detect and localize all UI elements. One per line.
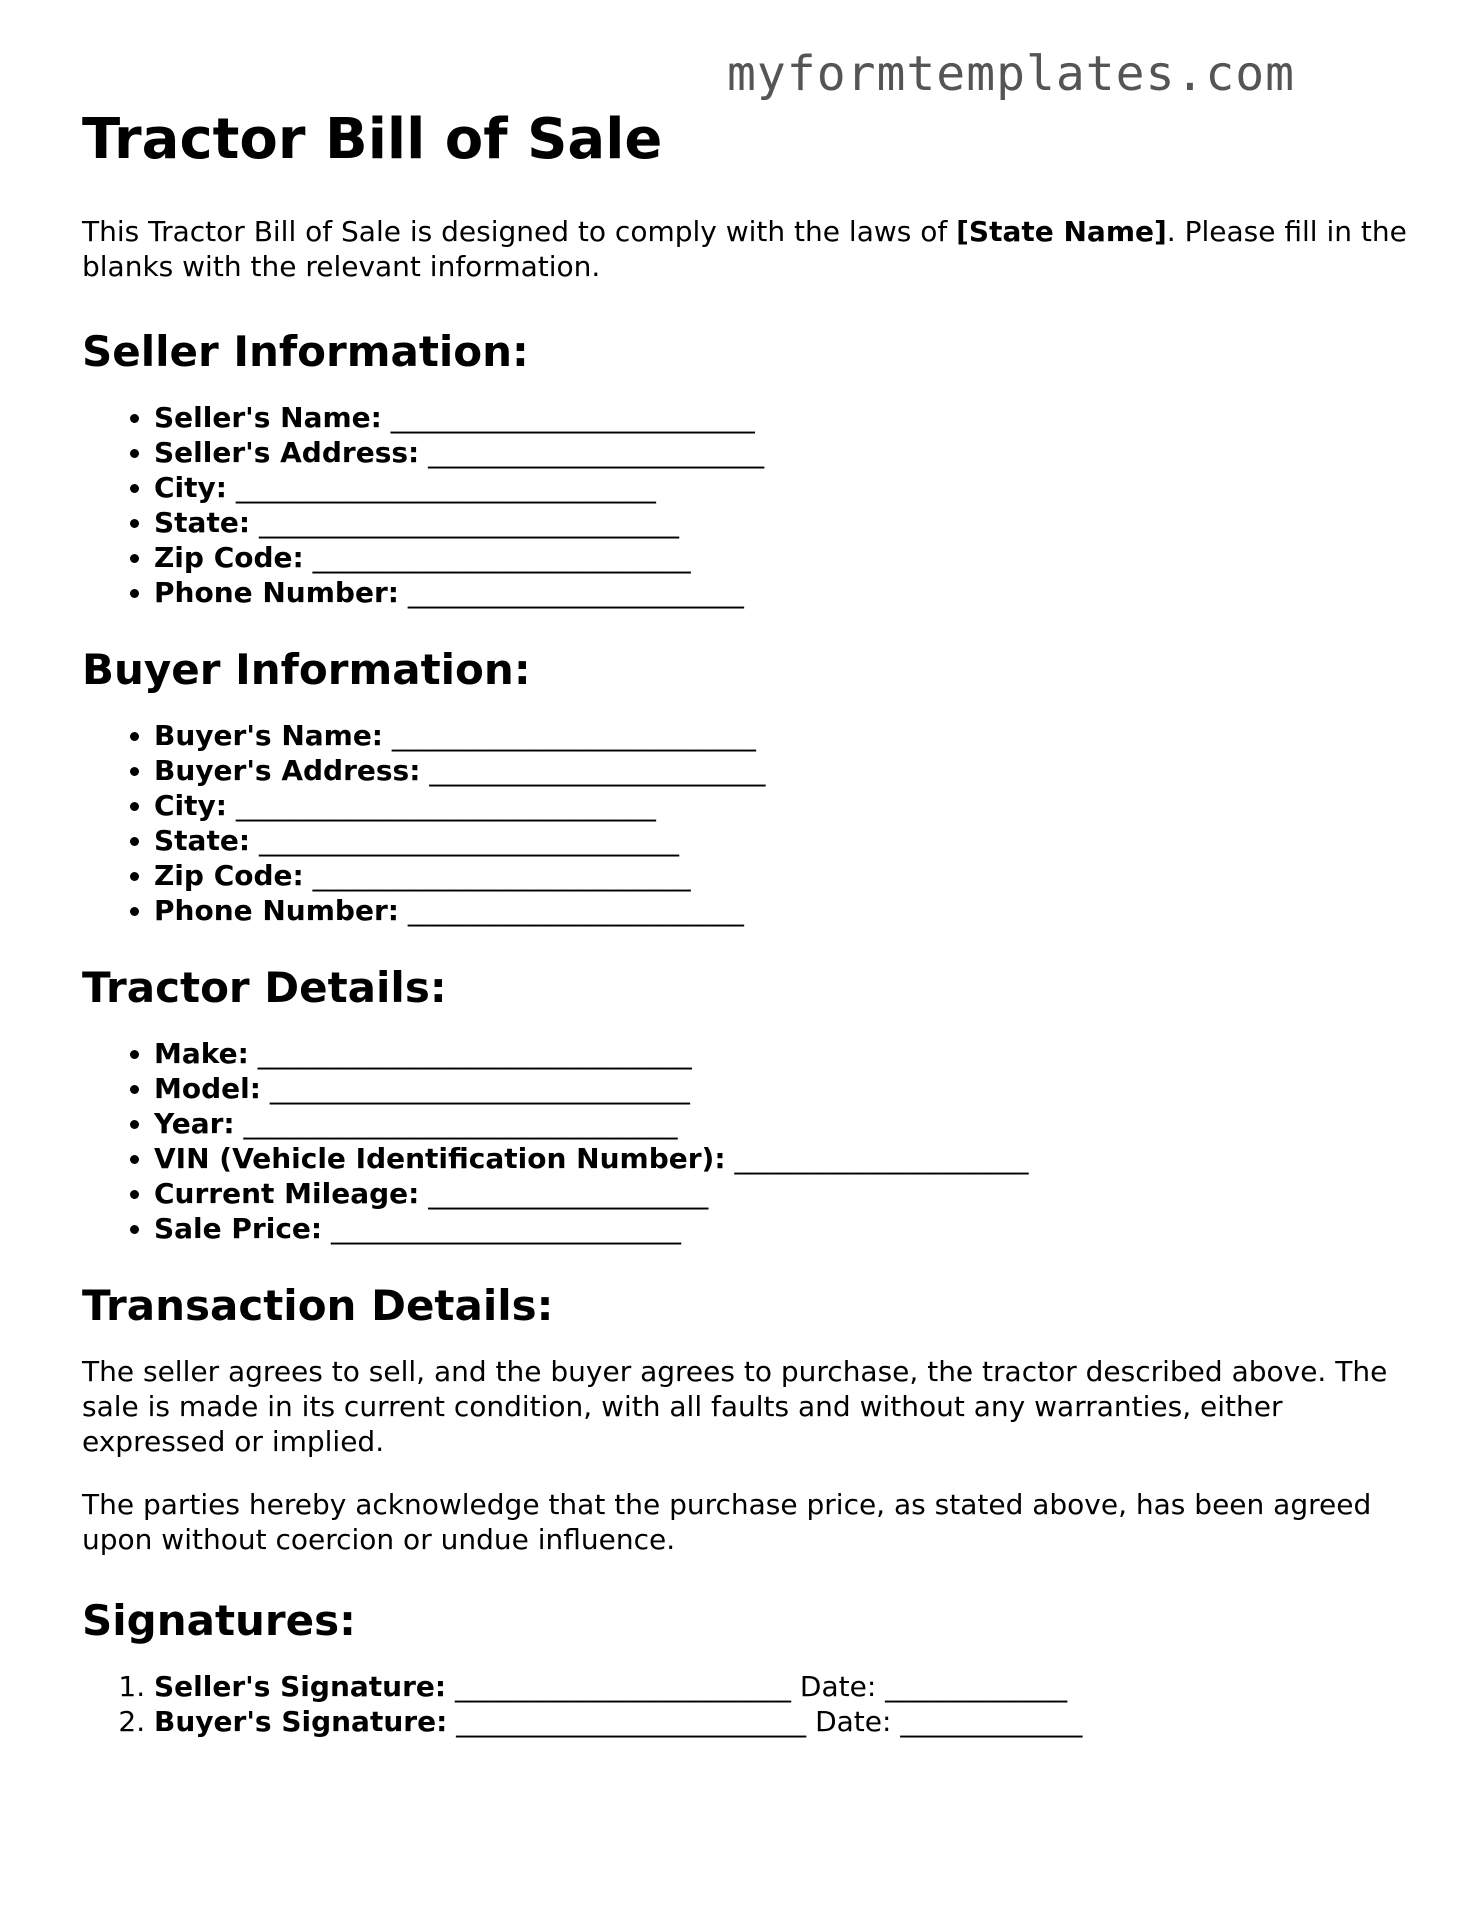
fill-blank[interactable]: _______________________________ bbox=[243, 1107, 678, 1140]
list-item bbox=[154, 505, 1412, 540]
field-label: State: bbox=[154, 824, 251, 857]
list-item bbox=[154, 470, 1412, 505]
tractor-list bbox=[82, 1036, 1412, 1246]
field-label: VIN (Vehicle Identification Number): bbox=[154, 1142, 726, 1175]
date-blank[interactable]: _____________ bbox=[885, 1670, 1068, 1703]
seller-heading: Seller Information: bbox=[82, 327, 529, 376]
signature-blank[interactable]: ________________________ bbox=[455, 1670, 791, 1703]
field-label: Buyer's Address: bbox=[154, 754, 421, 787]
fill-blank[interactable]: ________________________ bbox=[407, 576, 744, 609]
field-label: Seller's Signature: bbox=[154, 1670, 447, 1703]
field-label: Current Mileage: bbox=[154, 1177, 420, 1210]
fill-blank[interactable]: ___________________________ bbox=[312, 541, 691, 574]
list-item bbox=[154, 823, 1412, 858]
list-item bbox=[154, 1176, 1412, 1211]
seller-list bbox=[82, 400, 1412, 610]
fill-blank[interactable]: ______________________________ bbox=[235, 789, 656, 822]
watermark: myformtemplates.com bbox=[727, 46, 1296, 102]
fill-blank[interactable]: ___________________________ bbox=[312, 859, 691, 892]
fill-blank[interactable]: ________________________ bbox=[407, 894, 744, 927]
field-label: City: bbox=[154, 789, 227, 822]
page-title: Tractor Bill of Sale bbox=[82, 107, 663, 172]
field-label: Make: bbox=[154, 1037, 249, 1070]
fill-blank[interactable]: _______________________________ bbox=[257, 1037, 692, 1070]
intro-text-before: This Tractor Bill of Sale is designed to comply with the laws of bbox=[82, 215, 957, 248]
field-label: State: bbox=[154, 506, 251, 539]
fill-blank[interactable]: ______________________________ bbox=[258, 824, 679, 857]
field-label: Zip Code: bbox=[154, 541, 304, 574]
signatures-list bbox=[82, 1669, 1412, 1739]
fill-blank[interactable]: ______________________________ bbox=[235, 471, 656, 504]
transaction-paragraph-2: The parties hereby acknowledge that the purchase price, as stated above, has been agreed upon without coercion or undue influence. bbox=[82, 1488, 1372, 1556]
date-label: Date: bbox=[799, 1670, 877, 1703]
fill-blank[interactable]: ________________________ bbox=[428, 436, 765, 469]
intro-paragraph bbox=[82, 214, 1412, 284]
field-label: Buyer's Name: bbox=[154, 719, 384, 752]
tractor-heading: Tractor Details: bbox=[82, 963, 447, 1012]
list-item bbox=[154, 1141, 1412, 1176]
state-name-placeholder: [State Name] bbox=[956, 215, 1167, 248]
list-item bbox=[154, 1669, 1412, 1704]
field-label: Seller's Address: bbox=[154, 436, 420, 469]
date-blank[interactable]: _____________ bbox=[900, 1705, 1083, 1738]
signature-blank[interactable]: _________________________ bbox=[456, 1705, 807, 1738]
field-label: Zip Code: bbox=[154, 859, 304, 892]
list-item bbox=[154, 540, 1412, 575]
fill-blank[interactable]: ________________________ bbox=[429, 754, 766, 787]
field-label: Model: bbox=[154, 1072, 261, 1105]
buyer-heading: Buyer Information: bbox=[82, 645, 531, 694]
list-item bbox=[154, 1704, 1412, 1739]
list-item bbox=[154, 1211, 1412, 1246]
list-item bbox=[154, 753, 1412, 788]
list-item bbox=[154, 400, 1412, 435]
fill-blank[interactable]: __________________________ bbox=[391, 719, 756, 752]
fill-blank[interactable]: _________________________ bbox=[331, 1212, 682, 1245]
field-label: City: bbox=[154, 471, 227, 504]
transaction-paragraph-1: The seller agrees to sell, and the buyer agrees to purchase, the tractor described above. The sale is made in its current condition, with all faults and without any warranties, either expressed or implied. bbox=[82, 1355, 1388, 1458]
list-item bbox=[154, 1036, 1412, 1071]
list-item bbox=[154, 1106, 1412, 1141]
date-label: Date: bbox=[815, 1705, 892, 1738]
fill-blank[interactable]: ______________________________ bbox=[269, 1072, 690, 1105]
list-item bbox=[154, 788, 1412, 823]
transaction-heading: Transaction Details: bbox=[82, 1281, 554, 1330]
list-item bbox=[154, 435, 1412, 470]
intro-text-after: . Please fill in the blanks with the relevant information. bbox=[82, 215, 1407, 283]
fill-blank[interactable]: ______________________________ bbox=[258, 506, 679, 539]
field-label: Phone Number: bbox=[154, 894, 399, 927]
field-label: Sale Price: bbox=[154, 1212, 323, 1245]
list-item bbox=[154, 575, 1412, 610]
buyer-list bbox=[82, 718, 1412, 928]
list-item bbox=[154, 893, 1412, 928]
signatures-heading: Signatures: bbox=[82, 1596, 356, 1645]
field-label: Seller's Name: bbox=[154, 401, 382, 434]
field-label: Phone Number: bbox=[154, 576, 399, 609]
list-item bbox=[154, 718, 1412, 753]
field-label: Year: bbox=[154, 1107, 235, 1140]
document-page bbox=[82, 100, 1412, 1739]
fill-blank[interactable]: _____________________ bbox=[734, 1142, 1029, 1175]
fill-blank[interactable]: ____________________ bbox=[428, 1177, 709, 1210]
list-item bbox=[154, 1071, 1412, 1106]
fill-blank[interactable]: __________________________ bbox=[390, 401, 755, 434]
list-item bbox=[154, 858, 1412, 893]
field-label: Buyer's Signature: bbox=[154, 1705, 448, 1738]
